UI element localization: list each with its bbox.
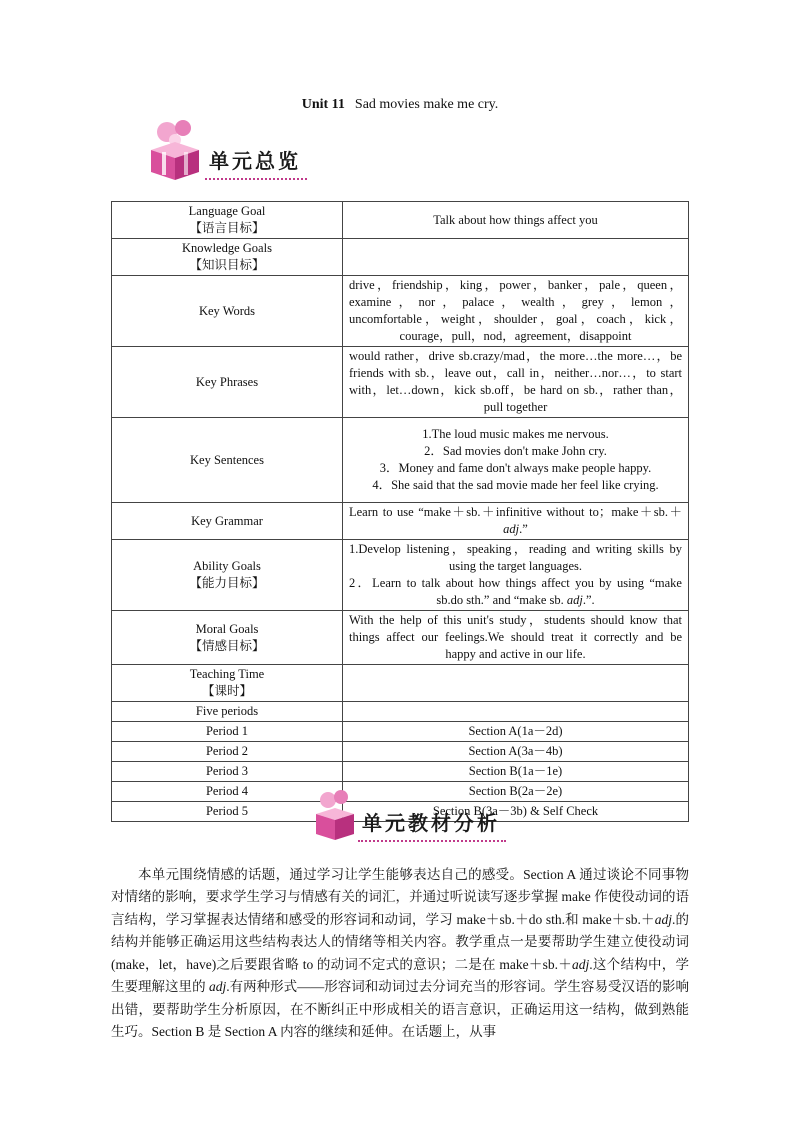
row-label: Teaching Time 【课时】 — [112, 665, 343, 702]
row-value: drive，friendship，king，power，banker，pale，queen，examine，nor，palace，wealth，grey，lemon，uncomfortable，weight，shoulder，goal，coach，kick，courage，pull，nod，agreement，disappoint — [343, 276, 689, 347]
table-row — [112, 665, 689, 702]
period-name: Period 3 — [112, 762, 343, 782]
period-name: Period 2 — [112, 742, 343, 762]
row-label: Key Sentences — [112, 418, 343, 503]
table-row — [112, 722, 689, 742]
table-row — [112, 762, 689, 782]
row-label: Language Goal 【语言目标】 — [112, 202, 343, 239]
period-name: Period 4 — [112, 782, 343, 802]
unit-number: Unit 11 — [301, 97, 345, 112]
row-value — [343, 418, 689, 503]
table-row — [112, 702, 689, 722]
row-value-empty — [343, 665, 689, 702]
period-section: Section B(1a－1e) — [343, 762, 689, 782]
table-row — [112, 276, 689, 347]
row-value: would rather，drive sb.crazy/mad，the more…the more…，be friends with sb.，leave out，call in，neither…nor…，to start with，let…down，kick sb.off，be hard on sb.，rather than，pull together — [343, 347, 689, 418]
unit-subtitle: Sad movies make me cry. — [354, 97, 499, 112]
row-value: Learn to use “make＋sb.＋infinitive without to；make＋sb.＋adj.” — [343, 503, 689, 540]
row-value: 1.Develop listening，speaking，reading and writing skills by using the target languages. 2．Learn to talk about how things affect you by using “make sb.do sth.” and “make sb. adj.”. — [343, 540, 689, 611]
section-heading-overview: 单元总览 — [205, 145, 307, 180]
gift-box-icon — [312, 788, 358, 842]
sentence-1: 1.The loud music makes me nervous. — [422, 427, 609, 441]
section-banner-overview — [145, 118, 307, 180]
row-value: Talk about how things affect you — [343, 202, 689, 239]
row-value: With the help of this unit's study，students should know that things affect our feelings.We should treat it correctly and be happy and active in our life. — [343, 611, 689, 665]
table-row — [112, 202, 689, 239]
unit-title — [0, 97, 800, 113]
row-value-empty — [343, 702, 689, 722]
table-row — [112, 742, 689, 762]
sentence-3: 3．Money and fame don't always make people happy. — [379, 461, 652, 475]
row-label: Five periods — [112, 702, 343, 722]
row-label: Moral Goals 【情感目标】 — [112, 611, 343, 665]
period-name: Period 1 — [112, 722, 343, 742]
row-label: Key Words — [112, 276, 343, 347]
sentence-4: 4．She said that the sad movie made her feel like crying. — [372, 478, 659, 492]
table-row — [112, 503, 689, 540]
table-row — [112, 418, 689, 503]
row-label: Knowledge Goals 【知识目标】 — [112, 239, 343, 276]
table-row — [112, 540, 689, 611]
row-label: Key Grammar — [112, 503, 343, 540]
gift-box-icon — [145, 118, 205, 180]
row-label: Ability Goals 【能力目标】 — [112, 540, 343, 611]
sentence-2: 2．Sad movies don't make John cry. — [424, 444, 607, 458]
period-section: Section A(1a－2d) — [343, 722, 689, 742]
period-section: Section B(2a－2e) — [343, 782, 689, 802]
row-value-empty — [343, 239, 689, 276]
analysis-paragraph: 本单元围绕情感的话题，通过学习让学生能够表达自己的感受。Section A 通过谈论不同事物对情绪的影响，要求学生学习与情感有关的词汇，并通过听说读写逐步掌握 make 作使役动词的语言结构，学习掌握表达情绪和感受的形容词和动词，学习 make＋sb.＋do sth.和 make＋sb.＋adj.的结构并能够正确运用这些结构表达人的情绪等相关内容。教学重点一是要帮助学生建立使役动词(make，let，have)之后要跟省略 to 的动词不定式的意识；二是在 make＋sb.＋adj.这个结构中，学生要理解这里的 adj.有两种形式——形容词和动词过去分词充当的形容词。学生容易受汉语的影响出错，要帮助学生分析原因，在不断纠正中形成相关的语言意识，正确运用这一结构，做到熟能生巧。Section B 是 Section A 内容的继续和延伸。在话题上，从事 — [111, 866, 690, 1039]
period-section: Section A(3a－4b) — [343, 742, 689, 762]
table-row — [112, 239, 689, 276]
table-row — [112, 347, 689, 418]
row-label: Key Phrases — [112, 347, 343, 418]
unit-overview-table — [111, 201, 689, 822]
section-heading-analysis: 单元教材分析 — [358, 807, 506, 842]
period-section: Section B(3a－3b) & Self Check — [343, 802, 689, 822]
period-name: Period 5 — [112, 802, 343, 822]
section-banner-analysis — [312, 788, 506, 842]
table-row — [112, 611, 689, 665]
